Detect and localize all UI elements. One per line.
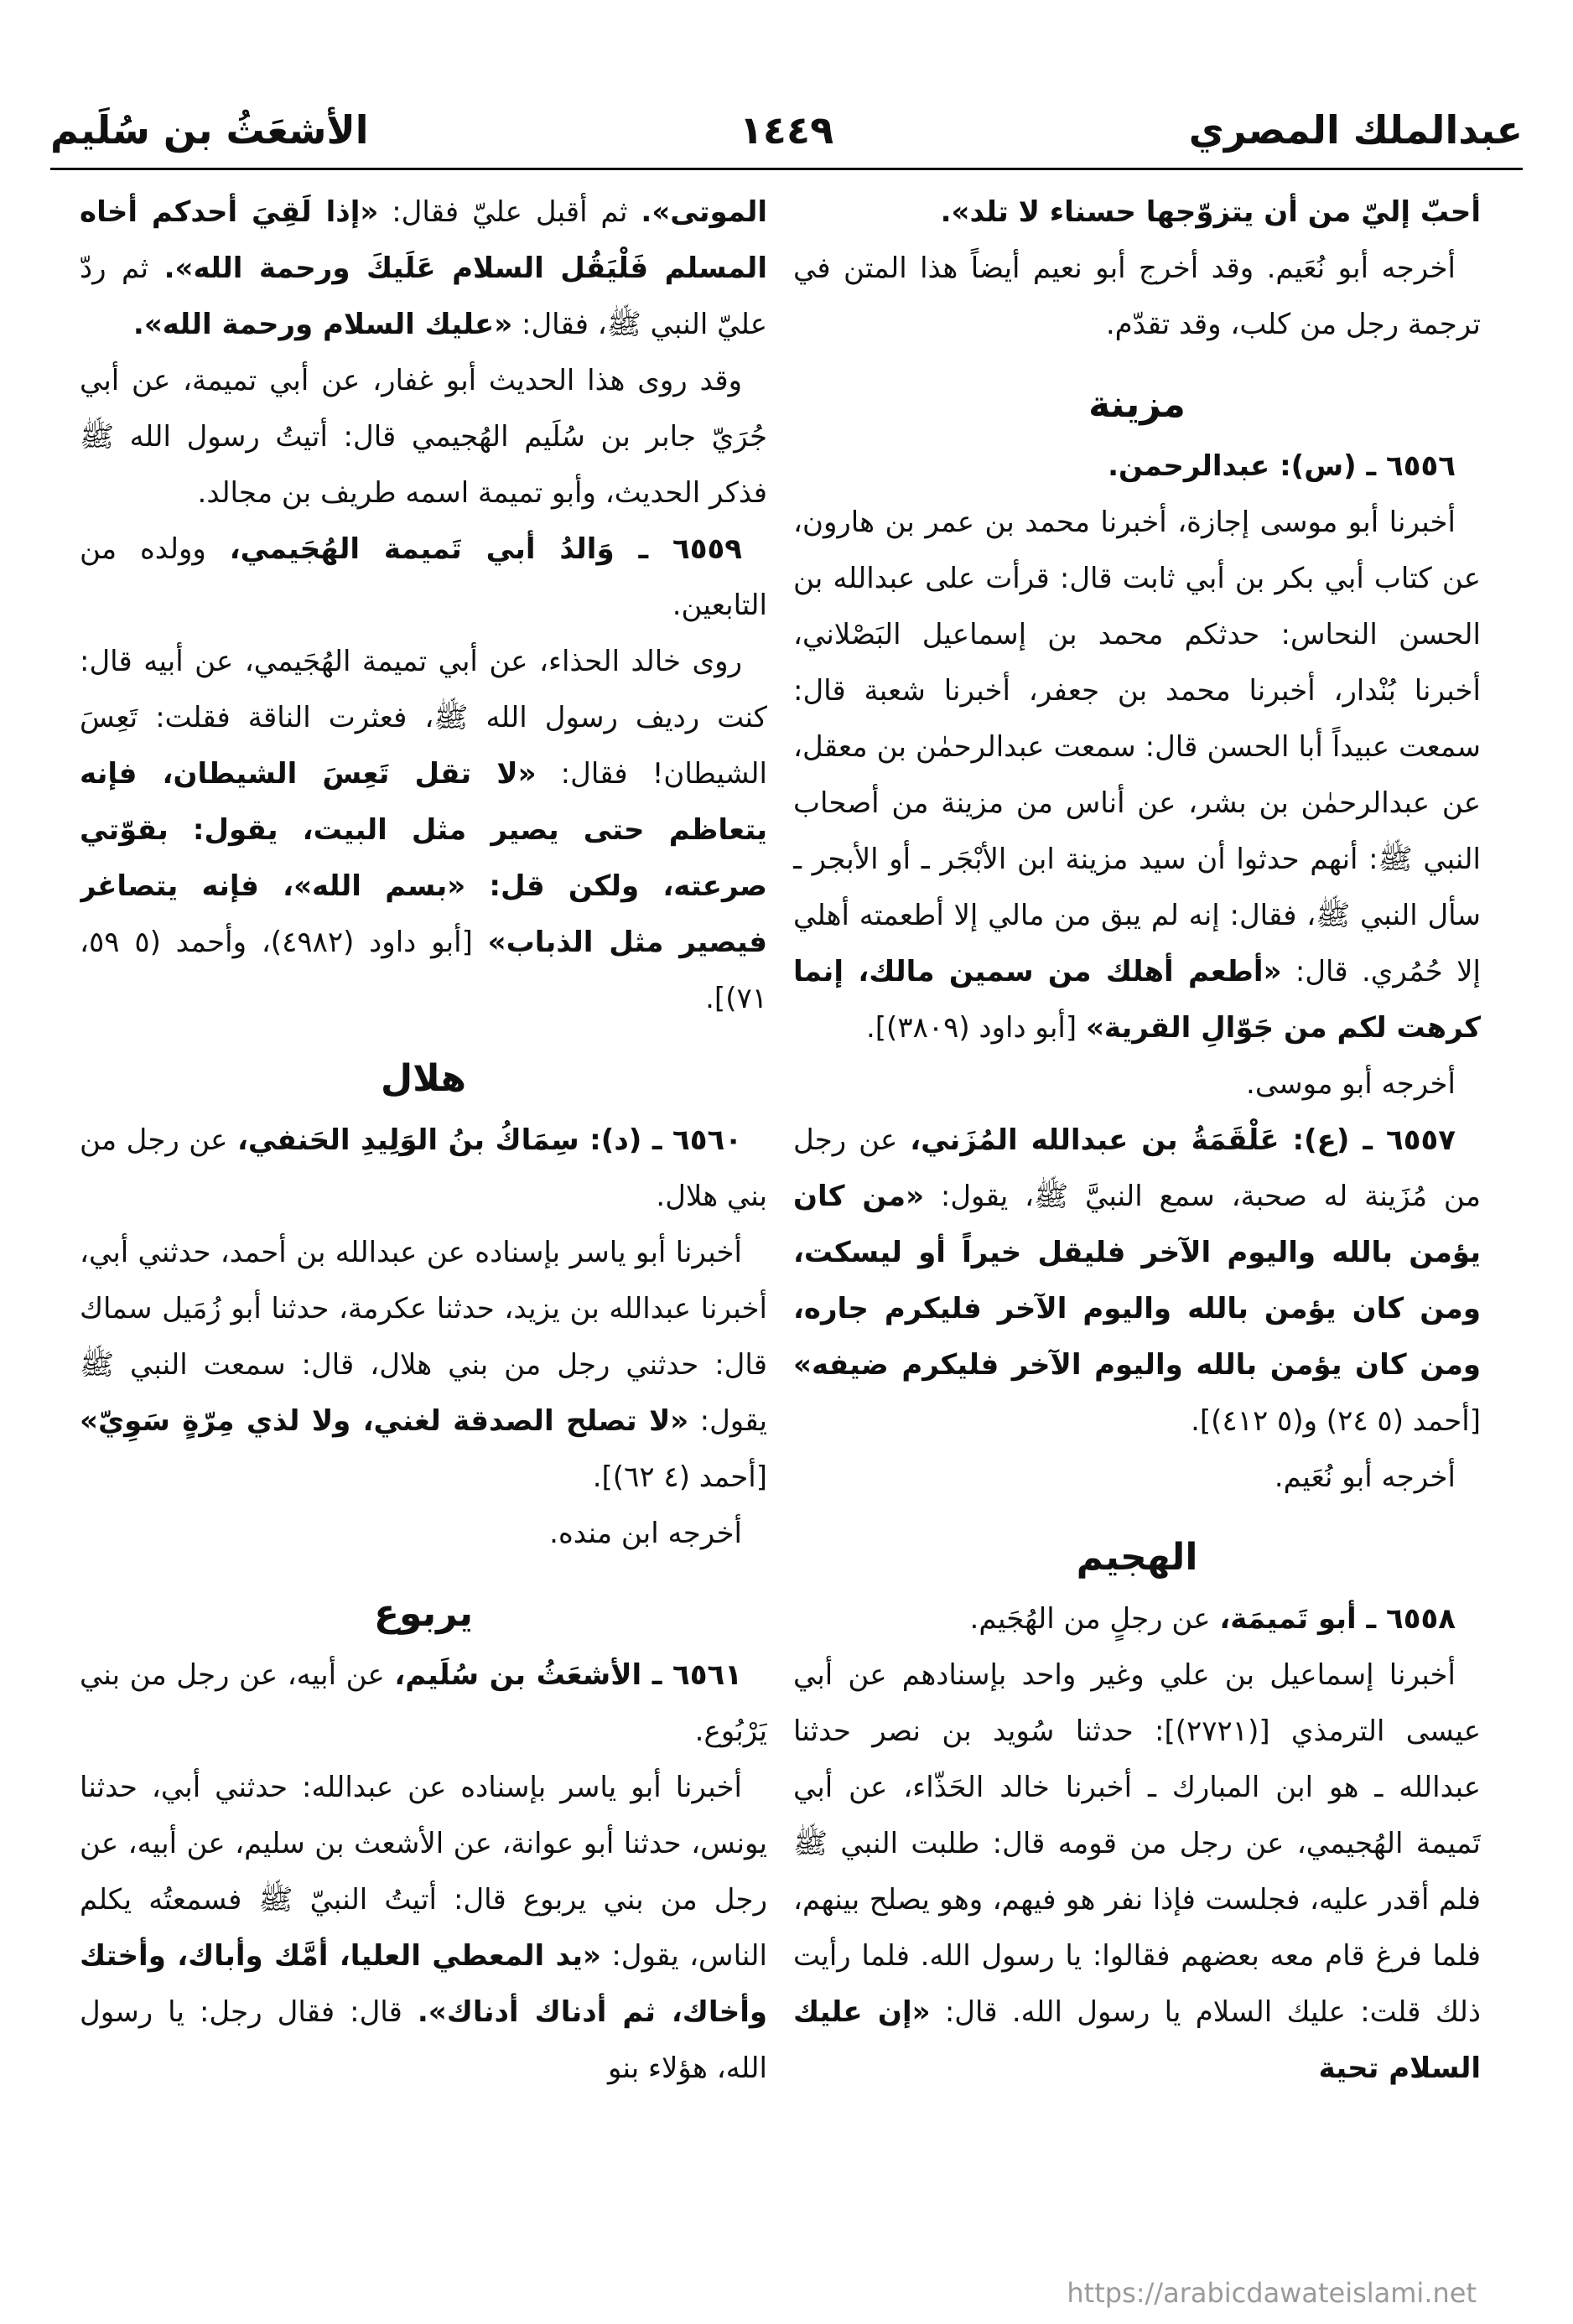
paragraph: أخبرنا إسماعيل بن علي وغير واحد بإسنادهم عن أبي عيسى الترمذي [(٢٧٢١)]: حدثنا سُويد بن نصر حدثنا عبدالله ـ هو ابن المبارك ـ أخبرنا خالد الحَذّاء، عن أبي تَميمة الهُجيمي، عن رجل من قومه قال: طلبت النبي ﷺ فلم أقدر عليه، فجلست فإذا نفر هو فيهم، وهو يصلح بينهم، فلما فرغ قام معه بعضهم فقالوا: يا رسول الله. فلما رأيت ذلك قلت: عليك السلام يا رسول الله. قال: «إن عليك السلام تحية xyxy=(793,1658,1481,2085)
paragraph: روى خالد الحذاء، عن أبي تميمة الهُجَيمي، عن أبيه قال: كنت رديف رسول الله ﷺ، فعثرت الناقة فقلت: تَعِسَ الشيطان! فقال: «لا تقل تَعِسَ الشيطان، فإنه يتعاظم حتى يصير مثل البيت، يقول: بقوّتي صرعته، ولكن قل: «بسم الله»، فإنه يتصاغر فيصير مثل الذباب» [أبو داود (٤٩٨٢)، وأحمد (٥ ٥٩، ٧١)]. xyxy=(80,645,767,1015)
entry-heading: ٦٥٦٠ ـ (د): سِمَاكُ بنُ الوَلِيدِ الحَنفي، xyxy=(236,1123,742,1157)
entry-6557: ٦٥٥٧ ـ (ع): عَلْقَمَةُ بن عبدالله المُزَني، عن رجل من مُزَينة له صحبة، سمع النبيَّ ﷺ، يقول: «من كان يؤمن بالله واليوم الآخر فليقل خيراً أو ليسكت، ومن كان يؤمن بالله واليوم الآخر فليكرم جاره، ومن كان يؤمن بالله واليوم الآخر فليكرم ضيفه» [أحمد (٥ ٢٤) و(٥ ٤١٢)]. xyxy=(793,1123,1481,1438)
right-column xyxy=(793,184,1481,2247)
entry-6561: ٦٥٦١ ـ الأشعَثُ بن سُلَيم، عن أبيه، عن رجل من بني يَرْبُوع. xyxy=(80,1658,767,1748)
paragraph: الموتى». ثم أقبل عليّ فقال: «إذا لَقِيَ أحدكم أخاه المسلم فَلْيَقُل السلام عَلَيكَ ورحمة الله». ثم ردّ عليّ النبي ﷺ، فقال: «عليك السلام ورحمة الله». xyxy=(80,195,767,341)
paragraph: أخرجه أبو موسى. xyxy=(1246,1067,1456,1101)
section-heading-muzayna: مزينة xyxy=(1088,383,1186,426)
entry-6560: ٦٥٦٠ ـ (د): سِمَاكُ بنُ الوَلِيدِ الحَنفي، عن رجل من بني هلال. xyxy=(80,1123,767,1213)
section-heading-hilal: هلال xyxy=(380,1057,467,1100)
entry-heading: ٦٥٥٩ ـ وَالدُ أبي تَميمة الهُجَيمي، xyxy=(229,532,743,566)
header-author: عبدالملك المصري xyxy=(1188,107,1523,153)
header-entry-name: الأشعَثُ بن سُلَيم xyxy=(50,107,369,153)
paragraph: أخبرنا أبو ياسر بإسناده عن عبدالله: حدثني أبي، حدثنا يونس، حدثنا أبو عوانة، عن الأشعث بن سليم، عن أبيه، عن رجل من بني يربوع قال: أتيتُ النبيّ ﷺ فسمعتُه يكلم الناس، يقول: «يد المعطي العليا، أمَّك وأباك، وأختك وأخاك، ثم أدناك أدناك». قال: فقال رجل: يا رسول الله، هؤلاء بنو xyxy=(80,1771,767,2085)
left-column xyxy=(80,184,767,2247)
entry-6556 xyxy=(793,438,1481,495)
reference: [أبو داود (٣٨٠٩)]. xyxy=(865,1011,1077,1045)
entry-heading: ٦٥٥٧ ـ (ع): عَلْقَمَةُ بن عبدالله المُزَني، xyxy=(910,1123,1456,1157)
paragraph: أخرجه أبو نُعَيم. وقد أخرج أبو نعيم أيضاً هذا المتن في ترجمة رجل من كلب، وقد تقدّم. xyxy=(793,252,1481,341)
hadith-quote: «لا تصلح الصدقة لغني، ولا لذي مِرّةٍ سَوِيّ» xyxy=(80,1404,689,1438)
reference: [أحمد (٥ ٢٤) و(٥ ٤١٢)]. xyxy=(1191,1404,1481,1438)
entry-heading: ٦٥٥٦ ـ (س): عبدالرحمن. xyxy=(1108,449,1456,483)
page-header xyxy=(50,101,1523,170)
reference: [أبو داود (٤٩٨٢)، وأحمد (٥ ٥٩، ٧١)]. xyxy=(80,926,767,1015)
hadith-quote: «لا تقل تَعِسَ الشيطان، فإنه يتعاظم حتى يصير مثل البيت، يقول: بقوّتي صرعته، ولكن قل: «بسم الله»، فإنه يتصاغر فيصير مثل الذباب» xyxy=(80,757,767,959)
entry-heading: ٦٥٦١ ـ الأشعَثُ بن سُلَيم، xyxy=(394,1658,742,1692)
hadith-quote: «أطعم أهلك من سمين مالك، إنما كرهت لكم من جَوّالِ القرية» xyxy=(793,955,1481,1045)
hadith-quote: «يد المعطي العليا، أمَّك وأباك، وأختك وأخاك، ثم أدناك أدناك». xyxy=(80,1939,767,2029)
paragraph: وقد روى هذا الحديث أبو غفار، عن أبي تميمة، عن أبي جُرَيّ جابر بن سُلَيم الهُجيمي قال: أتيتُ رسول الله ﷺ فذكر الحديث، وأبو تميمة اسمه طريف بن مجالد. xyxy=(80,364,767,510)
entry-6558: ٦٥٥٨ ـ أبو تَميمَة، عن رجلٍ من الهُجَيم. xyxy=(969,1602,1456,1636)
entry-heading: ٦٥٥٨ ـ أبو تَميمَة، xyxy=(1219,1602,1456,1636)
paragraph: أخرجه ابن منده. xyxy=(549,1517,742,1550)
watermark-url: https://arabicdawateislami.net xyxy=(1067,2277,1477,2309)
paragraph: أخبرنا أبو موسى إجازة، أخبرنا محمد بن عمر بن هارون، عن كتاب أبي بكر بن أبي ثابت قال: قرأت على عبدالله بن الحسن النحاس: حدثكم محمد بن إسماعيل البَصْلاني، أخبرنا بُنْدار، أخبرنا محمد بن جعفر، أخبرنا شعبة قال: سمعت عبيداً أبا الحسن قال: سمعت عبدالرحمٰن بن معقل، عن عبدالرحمٰن بن بشر، عن أناس من مزينة من أصحاب النبي ﷺ: أنهم حدثوا أن سيد مزينة ابن الأبْجَر ـ أو الأبجر ـ سأل النبي ﷺ، فقال: إنه لم يبق من مالي إلا أطعمته أهلي إلا حُمُري. قال: «أطعم أهلك من سمين مالك، إنما كرهت لكم من جَوّالِ القرية» [أبو داود (٣٨٠٩)]. xyxy=(793,506,1481,1045)
section-heading-hujaym: الهجيم xyxy=(1076,1536,1198,1579)
page-number: ١٤٤٩ xyxy=(739,107,834,153)
hadith-quote: «إن عليك السلام تحية xyxy=(793,1995,1481,2085)
paragraph: أحبّ إليّ من أن يتزوّجها حسناء لا تلد». xyxy=(940,195,1481,229)
paragraph: أخرجه أبو نُعَيم. xyxy=(1274,1460,1456,1494)
reference: [أحمد (٤ ٦٢)]. xyxy=(592,1460,767,1494)
section-heading-yarbu: يربوع xyxy=(373,1592,474,1635)
entry-6559: ٦٥٥٩ ـ وَالدُ أبي تَميمة الهُجَيمي، وولده من التابعين. xyxy=(80,532,767,622)
hadith-quote: «من كان يؤمن بالله واليوم الآخر فليقل خيراً أو ليسكت، ومن كان يؤمن بالله واليوم الآخر فليكرم جاره، ومن كان يؤمن بالله واليوم الآخر فليكرم ضيفه» xyxy=(793,1180,1481,1382)
paragraph: أخبرنا أبو ياسر بإسناده عن عبدالله بن أحمد، حدثني أبي، أخبرنا عبدالله بن يزيد، حدثنا عكرمة، حدثنا أبو زُمَيل سماك قال: حدثني رجل من بني هلال، قال: سمعت النبي ﷺ يقول: «لا تصلح الصدقة لغني، ولا لذي مِرّةٍ سَوِيّ» [أحمد (٤ ٦٢)]. xyxy=(80,1236,767,1494)
